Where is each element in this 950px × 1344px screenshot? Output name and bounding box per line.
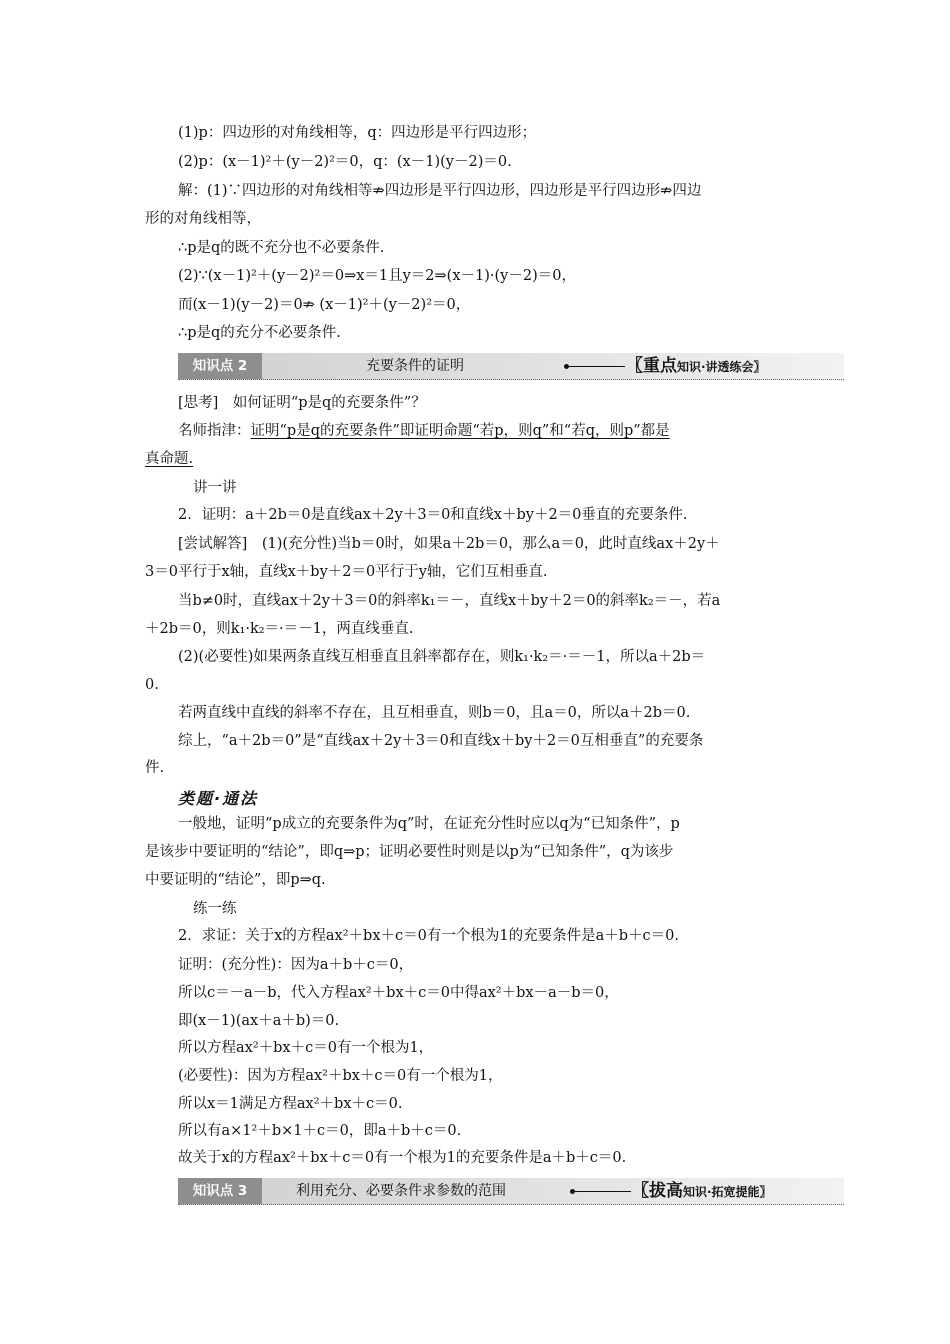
slogan-text: 知识·讲透练会〗 — [677, 360, 766, 374]
underlined-text: 证明“p是q的充要条件”即证明命题“若p，则q”和“若q，则p”都是 — [250, 423, 670, 439]
section-tag: 知识点 3 — [178, 1178, 262, 1204]
text-line: (2)∵(x－1)²＋(y－2)²＝0⇒x＝1且y＝2⇒(x－1)·(y－2)＝0， — [178, 268, 576, 284]
text-line: 一般地，证明“p成立的充要条件为q”时，在证充分性时应以q为“已知条件”，p — [178, 816, 680, 832]
text-line: 故关于x的方程ax²＋bx＋c＝0有一个根为1的充要条件是a＋b＋c＝0. — [178, 1150, 627, 1166]
sub-heading: 练一练 — [193, 901, 237, 917]
text-line: 形的对角线相等， — [145, 211, 261, 227]
section-title: 充要条件的证明 — [366, 358, 464, 374]
text-line: ∴p是q的充分不必要条件. — [178, 325, 341, 341]
text-line: 即(x－1)(ax＋a＋b)＝0. — [178, 1013, 340, 1029]
text-line: [尝试解答] (1)(充分性)当b＝0时，如果a＋2b＝0，那么a＝0，此时直线ax＋2y＋ — [178, 536, 720, 552]
text-line: ∴p是q的既不充分也不必要条件. — [178, 240, 385, 256]
text-line: 2．求证：关于x的方程ax²＋bx＋c＝0有一个根为1的充要条件是a＋b＋c＝0. — [178, 928, 679, 944]
text-line: (1)p：四边形的对角线相等，q：四边形是平行四边形； — [178, 125, 537, 141]
section-bar-2 — [178, 353, 844, 380]
text-line: 0. — [145, 677, 159, 693]
text-line: [思考] 如何证明“p是q的充要条件”？ — [178, 395, 426, 411]
text-line: 是该步中要证明的“结论”，即q⇒p；证明必要性时则是以p为“已知条件”，q为该步 — [145, 844, 674, 860]
text-line: 2．证明：a＋2b＝0是直线ax＋2y＋3＝0和直线x＋by＋2＝0垂直的充要条件. — [178, 507, 688, 523]
section-bar-3 — [178, 1178, 844, 1205]
section-slogan — [632, 1178, 772, 1205]
text-line — [178, 421, 670, 441]
slogan-highlight: 〖拔高 — [632, 1181, 683, 1201]
text-line: 综上，“a＋2b＝0”是“直线ax＋2y＋3＝0和直线x＋by＋2＝0互相垂直”的充要条 — [178, 733, 704, 749]
text-line: 而(x－1)(y－2)＝0⇏ (x－1)²＋(y－2)²＝0， — [178, 297, 471, 313]
text-line: 当b≠0时，直线ax＋2y＋3＝0的斜率k₁＝－，直线x＋by＋2＝0的斜率k₂＝－，若a — [178, 593, 721, 609]
text-line: 若两直线中直线的斜率不存在，且互相垂直，则b＝0，且a＝0，所以a＋2b＝0. — [178, 705, 691, 721]
text-line: 件. — [145, 760, 165, 776]
text-line: 证明：(充分性)：因为a＋b＋c＝0， — [178, 957, 414, 973]
rule-line — [575, 1191, 631, 1192]
text-line: (2)(必要性)如果两条直线互相垂直且斜率都存在，则k₁·k₂＝·＝－1，所以a＋2b＝ — [178, 649, 706, 665]
text-line: (必要性)：因为方程ax²＋bx＋c＝0有一个根为1， — [178, 1068, 503, 1084]
section-slogan — [626, 353, 766, 380]
text-line: 所以方程ax²＋bx＋c＝0有一个根为1， — [178, 1040, 434, 1056]
slogan-highlight: 〖重点 — [626, 356, 677, 376]
slogan-text: 知识·拓宽提能〗 — [683, 1185, 772, 1199]
text-line: 解：(1)∵四边形的对角线相等⇏四边形是平行四边形，四边形是平行四边形⇏四边 — [178, 183, 702, 199]
text-line: 3＝0平行于x轴，直线x＋by＋2＝0平行于y轴，它们互相垂直. — [145, 564, 548, 580]
text-line: 中要证明的“结论”，即p⇒q. — [145, 872, 326, 888]
method-heading: 类题·通法 — [178, 789, 259, 808]
text-line: 所以有a×1²＋b×1＋c＝0，即a＋b＋c＝0. — [178, 1123, 462, 1139]
label-tip: 名师指津： — [178, 423, 251, 439]
text-line: 所以c＝－a－b，代入方程ax²＋bx＋c＝0中得ax²＋bx－a－b＝0， — [178, 985, 619, 1001]
rule-line — [569, 366, 625, 367]
section-tag: 知识点 2 — [178, 353, 262, 379]
underlined-text: 真命题. — [145, 451, 194, 467]
sub-heading: 讲一讲 — [193, 480, 237, 496]
text-line: ＋2b＝0，则k₁·k₂＝·＝－1，两直线垂直. — [145, 621, 414, 637]
section-title: 利用充分、必要条件求参数的范围 — [296, 1183, 506, 1199]
text-line: (2)p：(x－1)²＋(y－2)²＝0，q：(x－1)(y－2)＝0. — [178, 154, 512, 170]
text-line: 所以x＝1满足方程ax²＋bx＋c＝0. — [178, 1096, 403, 1112]
